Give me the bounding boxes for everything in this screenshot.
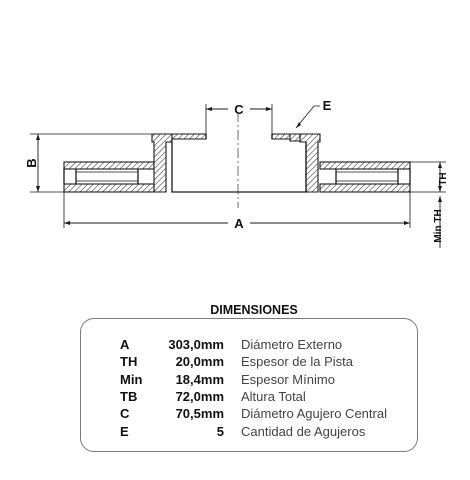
left-outer-plate (64, 162, 154, 169)
right-inner-plate (320, 184, 410, 192)
spec-value: 5 (216, 424, 224, 439)
label-th: TH (438, 172, 449, 186)
spec-row-total-height (0, 388, 470, 405)
spec-row-holes (0, 423, 470, 440)
hub-face-left (172, 134, 206, 139)
spec-row-center-hole (0, 405, 470, 422)
spec-value: 18,4mm (175, 372, 224, 387)
spec-code: TH (120, 354, 138, 369)
label-a: A (234, 216, 244, 231)
spec-code: C (120, 406, 130, 421)
left-inner-plate (64, 184, 154, 192)
spec-row-thickness (0, 353, 470, 370)
spec-description: Espesor Mínimo (241, 372, 335, 387)
left-vent-lines (64, 169, 138, 184)
specifications-title: DIMENSIONES (196, 303, 312, 317)
spec-value: 303,0mm (168, 337, 224, 352)
spec-description: Diámetro Agujero Central (241, 406, 387, 421)
spec-value: 72,0mm (175, 389, 224, 404)
right-vent-lines (336, 169, 410, 184)
hub-inner-outline (172, 142, 306, 192)
right-vent-fins (336, 172, 398, 181)
label-c: C (234, 102, 244, 117)
spec-code: A (120, 337, 130, 352)
spec-value: 20,0mm (175, 354, 224, 369)
right-hat-wall (300, 134, 320, 192)
spec-code: Min (120, 372, 143, 387)
dimension-e (296, 98, 332, 128)
dimension-c (206, 102, 272, 134)
spec-value: 70,5mm (175, 406, 224, 421)
right-friction-ring (320, 162, 410, 192)
center-hole-edges (206, 134, 272, 139)
spec-description: Cantidad de Agujeros (241, 424, 366, 439)
spec-code: TB (120, 389, 138, 404)
dimension-a (64, 192, 410, 231)
label-min-th: Min TH (433, 209, 444, 243)
dimension-th (410, 162, 449, 192)
right-outer-plate (320, 162, 410, 169)
left-hat-wall (152, 134, 172, 192)
spec-code: E (120, 424, 129, 439)
left-friction-ring (64, 162, 154, 192)
spec-row-diameter (0, 336, 470, 353)
spec-description: Diámetro Externo (241, 337, 343, 352)
spec-row-min-thickness (0, 371, 470, 388)
bolt-hole-section (290, 134, 300, 141)
label-e: E (322, 98, 332, 113)
label-b: B (24, 158, 39, 168)
left-vent-fins (76, 172, 138, 181)
spec-description: Espesor de la Pista (241, 354, 354, 369)
spec-description: Altura Total (241, 389, 306, 404)
dimension-min-th (433, 196, 444, 248)
